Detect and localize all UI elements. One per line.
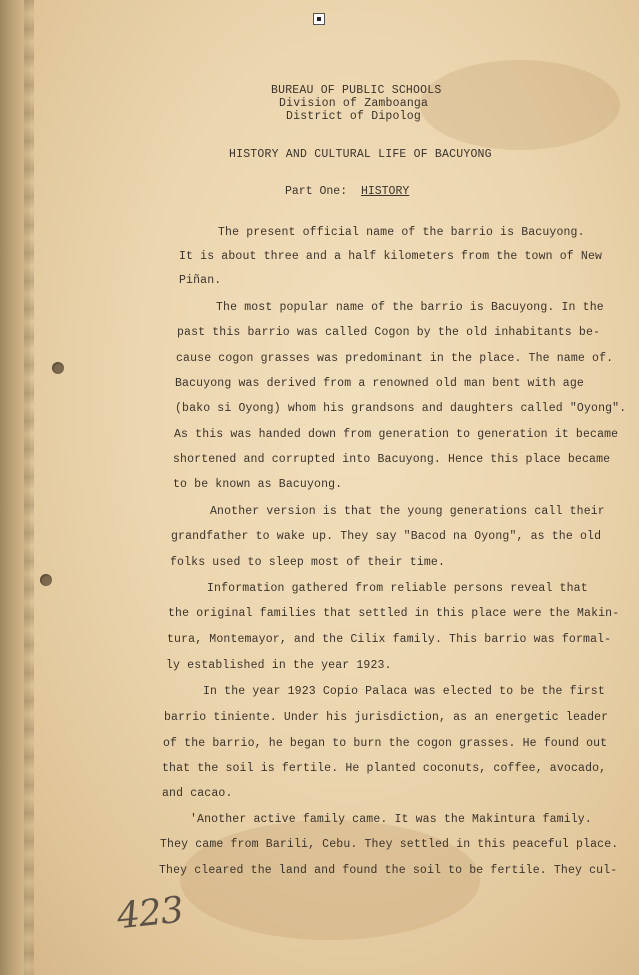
part-label: Part One: [285, 185, 348, 198]
body-line: As this was handed down from generation to generation it became [174, 428, 619, 441]
body-line: ly established in the year 1923. [166, 659, 392, 672]
document-title: HISTORY AND CULTURAL LIFE OF BACUYONG [229, 148, 492, 161]
body-line: the original families that settled in this place were the Makin- [168, 607, 620, 620]
body-line: folks used to sleep most of their time. [170, 556, 445, 569]
body-line: (bako si Oyong) whom his grandsons and daughters called "Oyong". [175, 402, 627, 415]
body-line: Information gathered from reliable persons reveal that [207, 582, 588, 595]
body-line: They cleared the land and found the soil to be fertile. They cul- [159, 864, 618, 877]
body-line: grandfather to wake up. They say "Bacod na Oyong", as the old [171, 530, 602, 543]
body-line: It is about three and a half kilometers from the town of New [179, 250, 603, 263]
body-line: of the barrio, he began to burn the cogon grasses. He found out [163, 737, 608, 750]
body-line: 'Another active family came. It was the Makintura family. [190, 813, 592, 826]
body-line: cause cogon grasses was predominant in the place. The name of. [176, 352, 614, 365]
body-line: barrio tiniente. Under his jurisdiction, as an energetic leader [164, 711, 609, 724]
punch-hole-bottom [40, 574, 52, 586]
handwritten-page-number: 423 [115, 889, 185, 938]
body-line: Another version is that the young generations call their [210, 505, 605, 518]
body-line: shortened and corrupted into Bacuyong. Hence this place became [173, 453, 611, 466]
body-line: that the soil is fertile. He planted coconuts, coffee, avocado, [162, 762, 607, 775]
body-line: The most popular name of the barrio is Bacuyong. In the [216, 301, 604, 314]
body-line: In the year 1923 Copio Palaca was elected to be the first [203, 685, 605, 698]
body-line: tura, Montemayor, and the Cilix family. This barrio was formal- [167, 633, 612, 646]
body-line: They came from Barili, Cebu. They settled in this peaceful place. [160, 838, 619, 851]
punch-hole-top [52, 362, 64, 374]
body-line: Bacuyong was derived from a renowned old man bent with age [175, 377, 584, 390]
paper-stain [420, 60, 620, 150]
part-heading [285, 185, 409, 198]
body-line: to be known as Bacuyong. [173, 478, 343, 491]
body-line: and cacao. [162, 787, 233, 800]
torn-edge [24, 0, 34, 975]
body-line: Piñan. [179, 274, 222, 287]
scan-marker-icon [313, 13, 325, 25]
body-line: The present official name of the barrio is Bacuyong. [218, 226, 585, 239]
body-line: past this barrio was called Cogon by the old inhabitants be- [177, 326, 601, 339]
header-district: District of Dipolog [286, 110, 421, 123]
header-bureau: BUREAU OF PUBLIC SCHOOLS [271, 84, 442, 97]
part-title: HISTORY [360, 185, 410, 198]
header-division: Division of Zamboanga [279, 97, 429, 110]
